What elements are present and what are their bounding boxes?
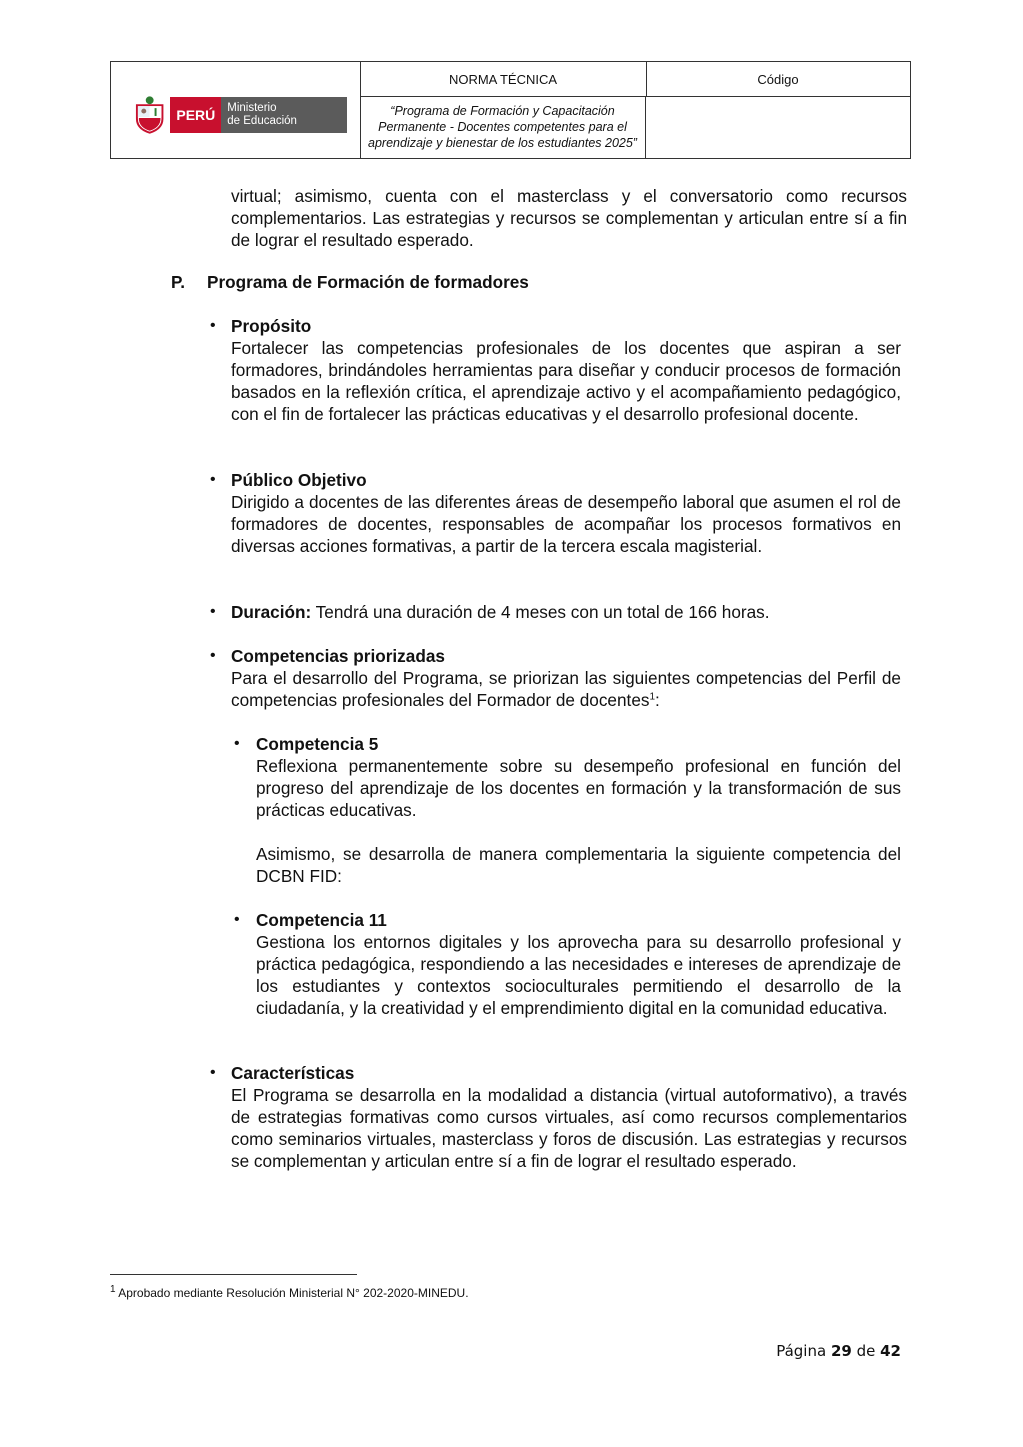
bullet-icon: •	[210, 317, 216, 334]
duracion-line	[231, 601, 901, 623]
ministry-logo	[133, 95, 347, 135]
logo-cell	[111, 62, 361, 158]
page-label: Página	[776, 1342, 831, 1360]
footnote-ref: 1	[649, 691, 656, 703]
peru-label: PERÚ	[170, 97, 221, 133]
competencia11-text: Gestiona los entornos digitales y los aprovecha para su desarrollo profesional y práctica pedagógica, respondiendo a las necesidades e intereses de aprendizaje de los estudiantes y contextos socioculturales permitiendo el desarrollo de la ciudadanía, y la creatividad y el emprendimiento digital en la comunidad educativa.	[256, 932, 901, 1018]
competencia5-extra: Asimismo, se desarrolla de manera complementaria la siguiente competencia del DCBN FID:	[256, 844, 901, 886]
bullet-icon: •	[210, 471, 216, 488]
competencias-end: :	[655, 690, 660, 710]
bullet-icon: •	[210, 647, 216, 664]
duracion-text: Tendrá una duración de 4 meses con un total de 166 horas.	[311, 602, 770, 622]
publico-text: Dirigido a docentes de las diferentes áreas de desempeño laboral que asumen el rol de formadores de docentes, responsables de acompañar los procesos formativos en diversas acciones formativas, a partir de la tercera escala magisterial.	[231, 492, 901, 556]
bullet-icon: •	[234, 911, 240, 928]
coat-of-arms-icon	[133, 95, 166, 135]
code-label-cell: Código	[646, 62, 910, 97]
competencia11-heading: Competencia 11	[256, 910, 387, 930]
code-value-cell	[646, 96, 910, 158]
competencias-body: Para el desarrollo del Programa, se priorizan las siguientes competencias del Perfil de competencias profesionales del Formador de docentes	[231, 668, 901, 710]
document-header-table	[110, 61, 911, 159]
footnote	[110, 1286, 469, 1300]
bullet-icon: •	[210, 1064, 216, 1081]
proposito-text: Fortalecer las competencias profesionales de los docentes que aspiran a ser formadores, brindándoles herramientas para diseñar y conducir procesos de formación basados en la reflexión crítica, el aprendizaje activo y el acompañamiento pedagógico, con el fin de fortalecer las prácticas educativas y el desarrollo profesional docente.	[231, 338, 901, 424]
caracteristicas-text: El Programa se desarrolla en la modalidad a distancia (virtual autoformativo), a través de estrategias formativas como cursos virtuales, así como recursos complementarios como seminarios virtuales, masterclass y foros de discusión. Las estrategias y recursos se complementan y articulan entre sí a fin de lograr el resultado esperado.	[231, 1085, 907, 1171]
bullet-icon: •	[210, 603, 216, 620]
bullet-icon: •	[234, 735, 240, 752]
ministry-line-2: de Educación	[227, 115, 297, 127]
competencias-text	[231, 667, 901, 711]
section-title: Programa de Formación de formadores	[207, 272, 529, 292]
caracteristicas-heading: Características	[231, 1063, 355, 1083]
duracion-heading: Duración:	[231, 602, 312, 622]
ministry-label	[221, 97, 347, 133]
footnote-number: 1	[110, 1284, 116, 1295]
competencia5-text: Reflexiona permanentemente sobre su desempeño profesional en función del progreso del aprendizaje de los docentes en formación y la transformación de sus prácticas educativas.	[256, 756, 901, 820]
footnote-divider	[110, 1274, 357, 1275]
section-letter: P.	[171, 272, 186, 292]
page-total: 42	[880, 1342, 901, 1360]
competencia5-heading: Competencia 5	[256, 734, 379, 754]
footnote-text: Aprobado mediante Resolución Ministerial N° 202-2020-MINEDU.	[115, 1286, 469, 1300]
intro-paragraph: virtual; asimismo, cuenta con el masterclass y el conversatorio como recursos complementarios. Las estrategias y recursos se complementan y articulan entre sí a fin de lograr el resultado esperado.	[231, 186, 907, 250]
page-number	[700, 1342, 901, 1360]
competencias-heading: Competencias priorizadas	[231, 646, 445, 666]
proposito-heading: Propósito	[231, 316, 312, 336]
doc-title-cell: “Programa de Formación y Capacitación Permanente - Docentes competentes para el aprendizaje y bienestar de los estudiantes 2025”	[360, 96, 646, 158]
ministry-line-1: Ministerio	[227, 102, 277, 114]
publico-heading: Público Objetivo	[231, 470, 367, 490]
page-of: de	[851, 1342, 881, 1360]
doc-type-cell: NORMA TÉCNICA	[360, 62, 647, 97]
page-current: 29	[830, 1342, 852, 1360]
